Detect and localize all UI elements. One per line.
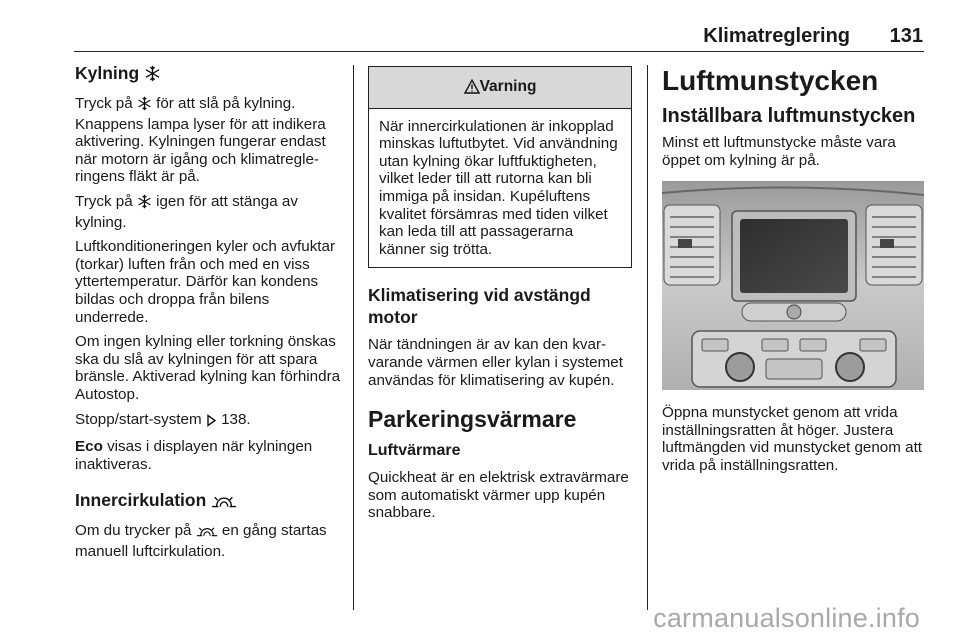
cooling-heading (75, 62, 341, 87)
recirculation-icon (211, 492, 237, 514)
column-divider (353, 65, 354, 610)
text: igen för att stänga av kylning. (75, 192, 298, 231)
snowflake-icon (137, 194, 152, 214)
page-reference[interactable]: 138. (221, 410, 251, 428)
engine-off-heading: Klimatisering vid avstängd motor (368, 285, 591, 328)
cooling-heading-text: Kylning (75, 63, 140, 83)
right-column (662, 64, 926, 482)
text: en gång startas manuell luftcirkulation. (75, 522, 327, 560)
left-column (75, 62, 341, 567)
text: Om du trycker på (75, 522, 196, 540)
warning-title: Varning (479, 78, 537, 95)
paragraph (75, 438, 341, 473)
watermark: carmanualsonline.info (653, 603, 920, 633)
paragraph (75, 522, 341, 560)
warning-box (368, 66, 632, 268)
text: Stopp/start-system (75, 410, 206, 428)
paragraph (75, 193, 341, 231)
paragraph: Om ingen kylning eller torkning önskas ska du slå av kylningen för att spara bränsle. Aktiverad kylning kan förhindra Autostop. (75, 333, 341, 403)
snowflake-icon (137, 96, 152, 116)
text: Tryck på (75, 95, 137, 112)
vents-heading: Luftmunstycken (662, 65, 879, 96)
warning-triangle-icon (464, 79, 480, 99)
parking-heater-heading: Parkeringsvärmare (368, 406, 577, 433)
text: Eco (75, 438, 103, 456)
air-heater-heading: Luftvärmare (368, 442, 461, 460)
page-number: 131 (889, 25, 923, 47)
recirculation-heading-text: Innercirkulation (75, 490, 207, 511)
page-reference-arrow-icon (206, 414, 217, 432)
text: för att slå på kylning. Knappens lampa lyser för att indikera aktivering. Kylningen fungerar endast när motorn är igång och klimatregleringens fläkt är på. (75, 95, 326, 186)
recirculation-icon (196, 524, 218, 543)
paragraph: Öppna munstycket genom att vrida inställningsratten åt höger. Justera luftmängden vid munstycket genom att vrida på inställningsratten. (662, 404, 923, 474)
header-rule (74, 51, 924, 52)
adjustable-vents-heading: Inställbara luftmunstycken (662, 105, 916, 127)
paragraph: Minst ett luftmunstycke måste vara öppet om kylning är på. (662, 134, 896, 169)
paragraph (75, 95, 341, 186)
text: Tryck på (75, 192, 137, 210)
snowflake-icon (144, 65, 161, 87)
recirculation-heading (75, 489, 341, 514)
paragraph: Quickheat är en elektrisk extravärmare som automatiskt värmer upp kupén snabbare. (368, 469, 629, 522)
middle-column (368, 66, 632, 529)
paragraph: Luftkonditioneringen kyler och avfuktar (torkar) luften från och med en viss yttertemperatur. Därför kan kondens bildas och droppa från bilens underrede. (75, 238, 336, 326)
warning-header (369, 67, 631, 109)
text: visas i displayen när kylningen inaktiveras. (75, 438, 313, 473)
paragraph: När tändningen är av kan den kvarvarande värmen eller kylan i systemet användas för klimatisering av kupén. (368, 336, 623, 389)
dashboard-vents-photo (662, 181, 924, 390)
paragraph (75, 411, 341, 432)
header-title: Klimatreglering (703, 25, 850, 47)
warning-text: När innercirkulationen är inkopplad minskas luftutbytet. Vid användning utan kylning ökar luftfuktigheten, vilket leder till att rutorna kan bli immiga på insidan. Kupéluftens kvalitet försämras med tiden vilket kan leda till att passagerarna känner sig trötta. (379, 117, 618, 258)
column-divider (647, 65, 648, 610)
